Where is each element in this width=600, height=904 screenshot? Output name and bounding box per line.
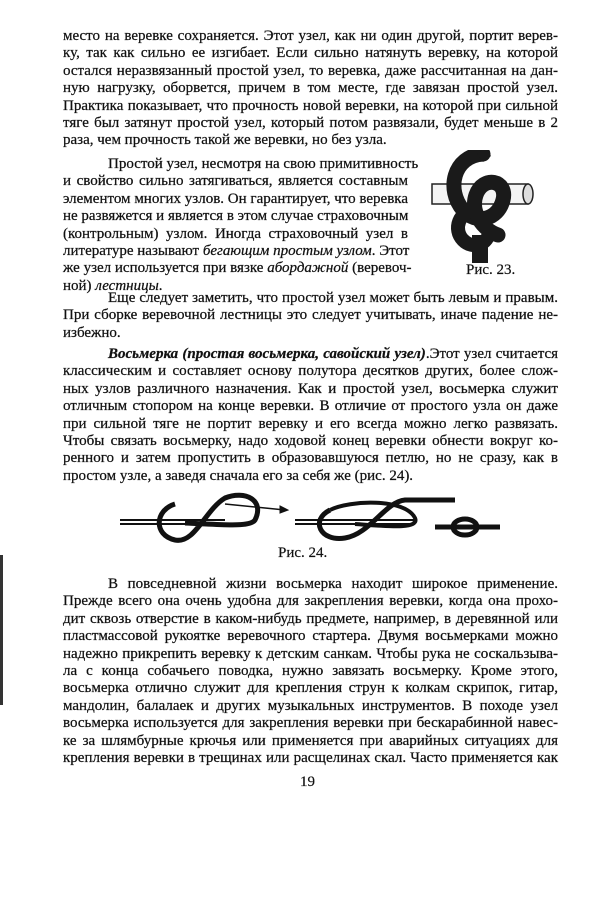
paragraph-5	[63, 576, 558, 767]
text-line: ную нагрузку, оборвется, причем в том месте, где завязан простой узел.	[63, 80, 558, 97]
text-segment: же узел используется при вязке	[63, 260, 268, 277]
text-line: В повседневной жизни восьмерка находит широкое применение.	[108, 576, 558, 592]
paragraph-4	[63, 346, 558, 485]
text-line: ку, так как сильно ее изгибает. Если сильно натянуть веревку, на которой	[63, 45, 558, 62]
paragraph-2	[63, 156, 419, 295]
text-line: дит сквозь отверстие в каком-нибудь предмете, например, в деревянной или	[63, 610, 558, 627]
text-line	[63, 260, 412, 277]
text-segment: ной)	[63, 277, 96, 294]
text-line: остался неразвязанный простой узел, то веревка, даже рассчитанная на дан-	[63, 62, 558, 79]
emphasized-term: абордажной	[267, 260, 349, 277]
text-line: и свойство сильно затягиваться, является составным	[63, 173, 408, 190]
scan-edge-artifact	[0, 555, 3, 705]
text-line: место на веревке сохраняется. Этот узел, как ни один другой, портит верев-	[63, 28, 558, 44]
figure-23-overhand-knot	[428, 150, 538, 265]
text-line: восьмерка используется для закрепления веревки при бескарабинной навес-	[63, 715, 558, 732]
text-line: мандолин, балалаек и других музыкальных инструментов. В походе узел	[63, 697, 558, 714]
figure-24-caption: Рис. 24.	[278, 545, 328, 561]
text-line: надежно прикрепить веревку к детским санкам. Чтобы рука не соскальзыва-	[63, 645, 558, 662]
text-line: избежно.	[63, 324, 121, 341]
text-line: восьмерка отлично служит для крепления струн к колкам скрипок, гитар,	[63, 680, 558, 697]
text-line: ла с конца собачьего поводка, нужно завязать восьмерку. Кроме этого,	[63, 662, 558, 679]
text-line: крепления веревки в трещинах или расщелинах скал. Часто применяется как	[63, 749, 558, 766]
text-segment: . Этот	[371, 242, 410, 259]
figure-23-caption: Рис. 23.	[466, 262, 516, 278]
text-line	[63, 346, 558, 363]
text-line: Прежде всего она очень удобна для закрепления веревки, когда она прохо-	[63, 593, 558, 610]
paragraph-1	[63, 28, 558, 150]
text-line: ке за шлямбурные крючья или применяется при аварийных ситуациях для	[63, 732, 558, 749]
text-segment: (веревоч-	[348, 260, 412, 277]
text-line: элементом многих узлов. Он гарантирует, что веревка	[63, 190, 408, 207]
text-segment: литературе называют	[63, 242, 203, 259]
text-line: При сборке веревочной лестницы это следует учитывать, иначе падение не-	[63, 307, 558, 324]
text-line: Простой узел, несмотря на свою примитивность	[108, 156, 419, 172]
text-line: отличным стопором на конце веревки. В отличие от простого узла он даже	[63, 398, 558, 415]
emphasized-term: лестницы	[95, 277, 159, 294]
text-line: раза, чем прочность такой же веревки, но без узла.	[63, 132, 387, 149]
text-line: (контрольным) узлом. Иногда страховочный узел в	[63, 225, 408, 242]
text-segment: .Этот узел считается	[425, 346, 558, 362]
page-number: 19	[300, 774, 315, 790]
text-line: Чтобы связать восьмерку, надо ходовой конец веревки обнести вокруг ко-	[63, 432, 558, 449]
text-line: простом узле, а заведя сначала его за себя же (рис. 24).	[63, 467, 414, 484]
text-line: классическим и составляет основу полутора десятков других, более слож-	[63, 363, 558, 380]
text-line: пластмассовой рукоятке веревочного стартера. Двумя восьмерками можно	[63, 628, 558, 645]
text-line: при сильной тяге не портит веревку и его всегда можно легко развязать.	[63, 415, 558, 432]
emphasized-term: бегающим простым узлом	[202, 242, 372, 259]
paragraph-3	[63, 290, 558, 342]
figure-24-figure-eight-knot	[115, 490, 505, 550]
text-line: ренного и затем пропустить в образовавшуюся петлю, но не сразу, как в	[63, 450, 558, 467]
text-line: тяге был затянут простой узел, который потом развязали, будет меньше в 2	[63, 114, 558, 131]
text-line	[63, 243, 408, 260]
text-segment: .	[158, 277, 163, 294]
text-line: не развяжется и является в этом случае страховочным	[63, 208, 409, 225]
emphasized-term: Восьмерка (простая восьмерка, савойский узел)	[108, 346, 426, 362]
text-line: ных узлов различного назначения. Как и простой узел, восьмерка служит	[63, 380, 558, 397]
text-line: Практика показывает, что прочность новой веревки, на которой при сильной	[63, 97, 558, 114]
text-line: Еще следует заметить, что простой узел может быть левым и правым.	[108, 290, 558, 306]
